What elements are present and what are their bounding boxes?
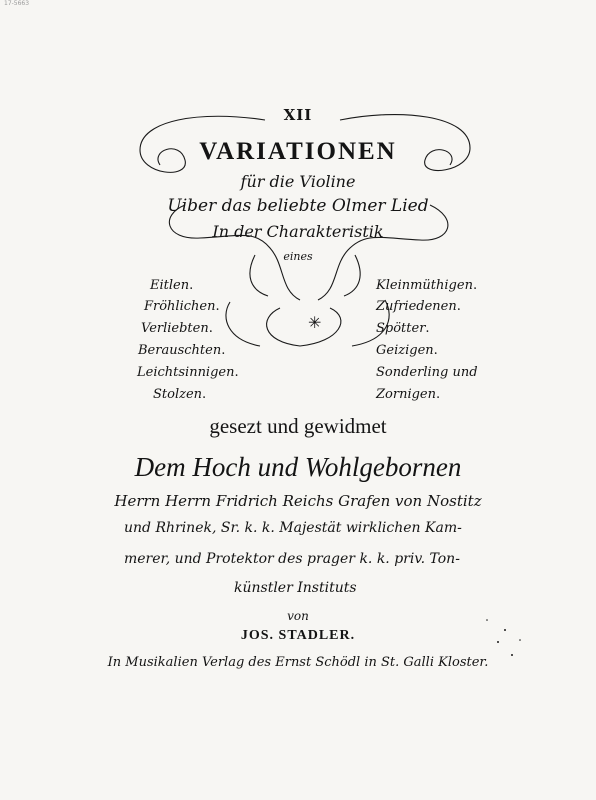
- page-title: VARIATIONEN: [199, 138, 397, 165]
- dedication-line-1: Herrn Herrn Fridrich Reichs Grafen von Nostitz: [114, 492, 482, 510]
- trait-left-2: Fröhlichen.: [144, 299, 220, 314]
- subtitle-line-1: für die Violine: [240, 172, 356, 191]
- trait-right-1: Kleinmüthigen.: [376, 278, 478, 293]
- dedication-name: Dem Hoch und Wohlgebornen: [134, 452, 462, 482]
- trait-right-4: Geizigen.: [376, 343, 438, 358]
- trait-right-5: Sonderling und: [376, 365, 478, 380]
- trait-left-1: Eitlen.: [150, 278, 194, 293]
- publisher-imprint: In Musikalien Verlag des Ernst Schödl in St. Galli Kloster.: [107, 655, 489, 670]
- composer-name: JOS. STADLER.: [240, 628, 356, 643]
- trait-left-4: Berauschten.: [138, 343, 226, 358]
- subtitle-line-3: In der Charakteristik: [212, 222, 384, 241]
- subtitle-line-2: Uiber das beliebte Olmer Lied: [167, 196, 429, 216]
- dedication-line-4: künstler Instituts: [234, 580, 357, 596]
- trait-left-6: Stolzen.: [153, 387, 207, 402]
- trait-right-6: Zornigen.: [376, 387, 441, 402]
- dedication-intro: gesezt und gewidmet: [209, 414, 387, 438]
- von-label: von: [287, 609, 309, 623]
- trait-left-3: Verliebten.: [141, 321, 213, 336]
- catalog-mark: 17-5663: [4, 0, 30, 7]
- eines-label: eines: [283, 250, 313, 263]
- dedication-line-2: und Rhrinek, Sr. k. k. Majestät wirklichen Kam-: [124, 520, 462, 536]
- trait-left-5: Leichtsinnigen.: [137, 365, 239, 380]
- dedication-line-3: merer, und Protektor des prager k. k. priv. Ton-: [124, 551, 460, 567]
- star-ornament-icon: ✳: [308, 313, 322, 332]
- trait-right-3: Spötter.: [376, 321, 430, 336]
- trait-right-2: Zufriedenen.: [376, 299, 461, 314]
- variation-count: XII: [283, 106, 313, 124]
